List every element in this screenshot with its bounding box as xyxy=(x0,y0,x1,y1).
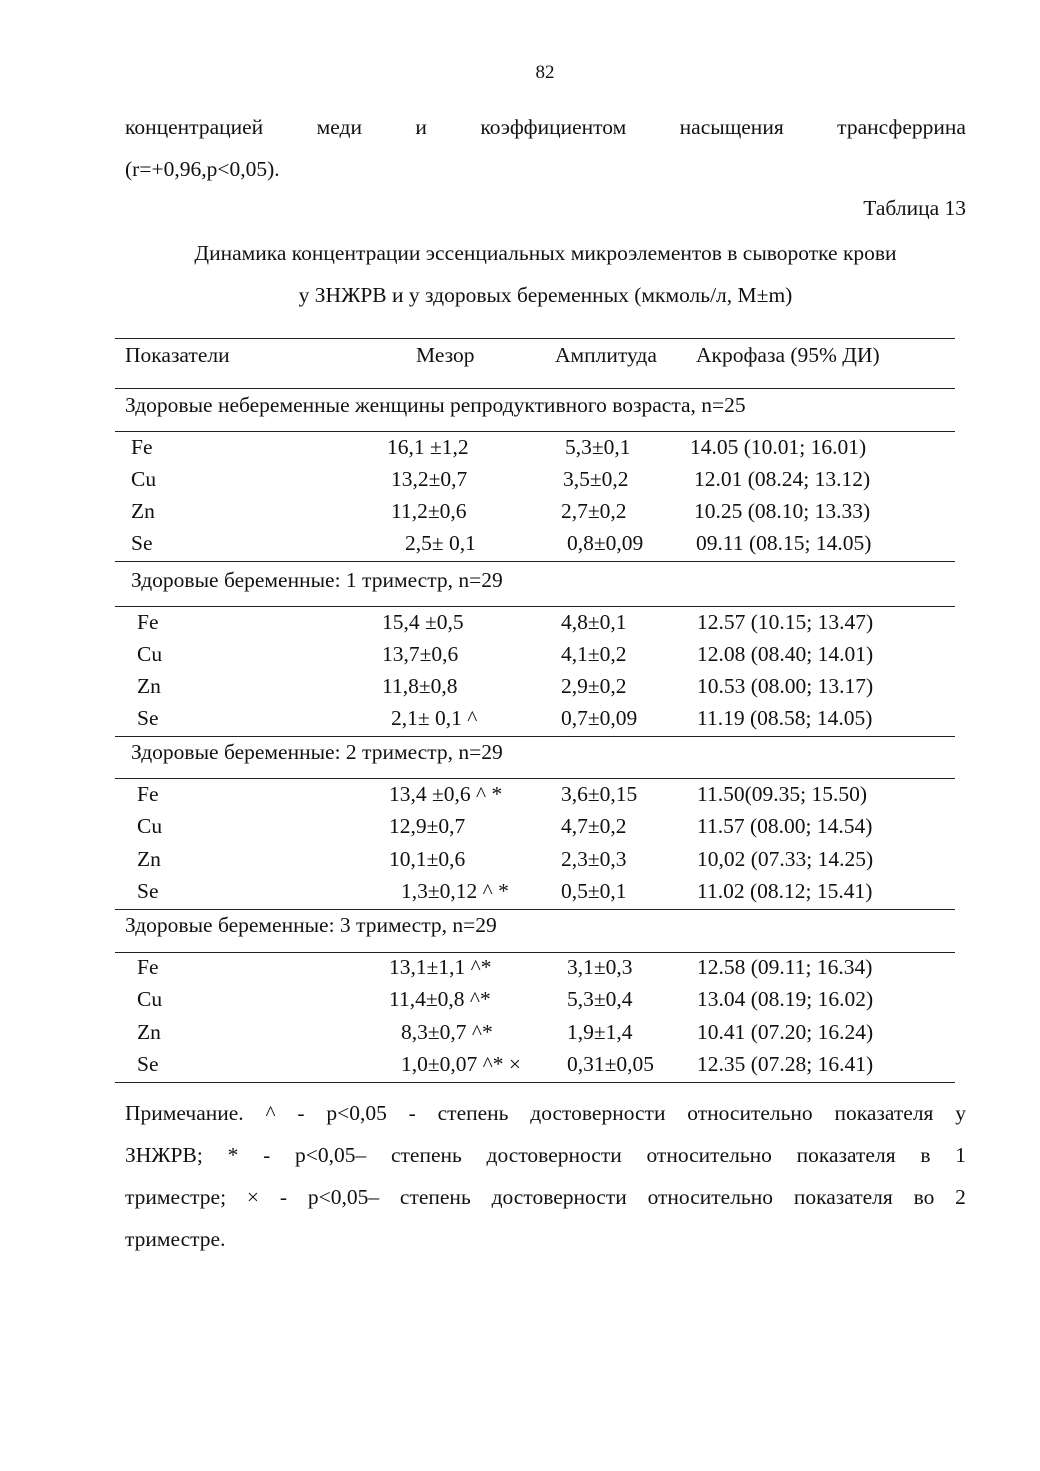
header-mesor: Мезор xyxy=(416,343,475,367)
note-line-3 xyxy=(125,1176,966,1218)
note-word: показателя xyxy=(834,1101,934,1125)
group-title: Здоровые беременные: 3 триместр, n=29 xyxy=(125,913,497,937)
note-word: степень xyxy=(399,1185,471,1209)
row-mesor: 11,4±0,8 ^* xyxy=(389,987,491,1011)
row-amplitude: 3,1±0,3 xyxy=(567,955,633,979)
intro-word: и xyxy=(415,115,427,139)
row-amplitude: 2,9±0,2 xyxy=(561,674,627,698)
row-amplitude: 1,9±1,4 xyxy=(567,1020,633,1044)
row-amplitude: 3,6±0,15 xyxy=(561,782,638,806)
row-acrophase: 11.57 (08.00; 14.54) xyxy=(697,814,873,838)
row-mesor: 11,2±0,6 xyxy=(391,499,467,523)
note-word: 2 xyxy=(955,1185,966,1209)
row-indicator: Se xyxy=(137,1052,159,1076)
row-acrophase: 13.04 (08.19; 16.02) xyxy=(697,987,874,1011)
table-label: Таблица 13 xyxy=(863,196,966,220)
note-word: - xyxy=(297,1101,305,1125)
row-amplitude: 4,1±0,2 xyxy=(561,642,627,666)
table-caption xyxy=(125,232,966,316)
row-amplitude: 4,8±0,1 xyxy=(561,610,627,634)
note-word: показателя xyxy=(796,1143,896,1167)
row-indicator: Fe xyxy=(137,610,159,634)
row-indicator: Cu xyxy=(131,467,157,491)
row-acrophase: 12.35 (07.28; 16.41) xyxy=(697,1052,874,1076)
note-word: p<0,05– xyxy=(307,1185,380,1209)
row-mesor: 16,1 ±1,2 xyxy=(387,435,469,459)
caption-line-1: Динамика концентрации эссенциальных микроэлементов в сыворотке крови xyxy=(194,241,897,265)
row-acrophase: 10.53 (08.00; 13.17) xyxy=(697,674,874,698)
row-mesor: 10,1±0,6 xyxy=(389,847,466,871)
row-acrophase: 14.05 (10.01; 16.01) xyxy=(690,435,867,459)
row-acrophase: 12.08 (08.40; 14.01) xyxy=(697,642,874,666)
note-line-2 xyxy=(125,1134,966,1176)
note-word: показателя xyxy=(793,1185,893,1209)
note-line-4: триместре. xyxy=(125,1227,226,1251)
row-mesor: 11,8±0,8 xyxy=(382,674,458,698)
row-acrophase: 11.02 (08.12; 15.41) xyxy=(697,879,873,903)
row-mesor: 13,2±0,7 xyxy=(391,467,468,491)
note-word: относительно xyxy=(687,1101,813,1125)
row-indicator: Zn xyxy=(131,499,155,523)
intro-word: коэффициентом xyxy=(480,115,627,139)
note-word: * xyxy=(227,1143,239,1167)
note-word: относительно xyxy=(646,1143,772,1167)
row-amplitude: 0,31±0,05 xyxy=(567,1052,655,1076)
row-acrophase: 11.19 (08.58; 14.05) xyxy=(697,706,873,730)
row-acrophase: 10,02 (07.33; 14.25) xyxy=(697,847,874,871)
row-mesor: 1,0±0,07 ^* × xyxy=(401,1052,522,1076)
note-word: - xyxy=(279,1185,288,1209)
table-rule xyxy=(115,1082,955,1083)
intro-word: концентрацией xyxy=(125,115,264,139)
note-line-1 xyxy=(125,1092,966,1134)
header-acrophase: Акрофаза (95% ДИ) xyxy=(696,343,880,367)
row-acrophase: 12.58 (09.11; 16.34) xyxy=(697,955,873,979)
row-mesor: 13,7±0,6 xyxy=(382,642,459,666)
row-indicator: Zn xyxy=(137,1020,161,1044)
note-word: p<0,05 xyxy=(326,1101,387,1125)
row-amplitude: 0,7±0,09 xyxy=(561,706,638,730)
note-word: степень xyxy=(390,1143,462,1167)
note-word: ^ xyxy=(265,1101,276,1125)
header-indicator: Показатели xyxy=(125,343,230,367)
row-indicator: Cu xyxy=(137,642,163,666)
intro-line-2: (r=+0,96,p<0,05). xyxy=(125,157,280,181)
note-word: достоверности xyxy=(486,1143,622,1167)
intro-word: насыщения xyxy=(679,115,784,139)
row-mesor: 8,3±0,7 ^* xyxy=(401,1020,493,1044)
note-word: ЗНЖРВ; xyxy=(125,1143,203,1167)
note-word: во xyxy=(913,1185,935,1209)
row-acrophase: 10.25 (08.10; 13.33) xyxy=(694,499,871,523)
row-indicator: Se xyxy=(131,531,153,555)
page-number: 82 xyxy=(535,62,555,83)
intro-word: трансферрина xyxy=(837,115,966,139)
row-indicator: Fe xyxy=(131,435,153,459)
row-acrophase: 12.57 (10.15; 13.47) xyxy=(697,610,874,634)
header-amplitude: Амплитуда xyxy=(555,343,657,367)
note-word: достоверности xyxy=(530,1101,666,1125)
row-amplitude: 0,8±0,09 xyxy=(567,531,644,555)
row-indicator: Zn xyxy=(137,847,161,871)
row-indicator: Se xyxy=(137,879,159,903)
row-mesor: 15,4 ±0,5 xyxy=(382,610,464,634)
row-acrophase: 09.11 (08.15; 14.05) xyxy=(696,531,872,555)
note-word: относительно xyxy=(647,1185,773,1209)
group-title: Здоровые беременные: 1 триместр, n=29 xyxy=(131,568,503,592)
row-amplitude: 3,5±0,2 xyxy=(563,467,629,491)
note-word: триместре; xyxy=(125,1185,227,1209)
caption-line-2: у ЗНЖРВ и у здоровых беременных (мкмоль/л, M±m) xyxy=(298,283,793,307)
table-rule xyxy=(115,561,955,562)
row-amplitude: 5,3±0,4 xyxy=(567,987,633,1011)
note-word: - xyxy=(408,1101,416,1125)
note-word: - xyxy=(263,1143,271,1167)
table-note xyxy=(125,1092,966,1260)
note-word: у xyxy=(955,1101,966,1125)
intro-word: меди xyxy=(316,115,362,139)
row-indicator: Cu xyxy=(137,987,163,1011)
row-acrophase: 11.50(09.35; 15.50) xyxy=(697,782,867,806)
row-indicator: Fe xyxy=(137,782,159,806)
note-word: 1 xyxy=(955,1143,966,1167)
note-word: × xyxy=(246,1185,260,1209)
row-indicator: Cu xyxy=(137,814,163,838)
row-acrophase: 12.01 (08.24; 13.12) xyxy=(694,467,871,491)
row-indicator: Fe xyxy=(137,955,159,979)
note-word: в xyxy=(920,1143,931,1167)
row-indicator: Se xyxy=(137,706,159,730)
row-amplitude: 2,7±0,2 xyxy=(561,499,627,523)
note-word: Примечание. xyxy=(125,1101,244,1125)
row-mesor: 2,1± 0,1 ^ xyxy=(391,706,478,730)
intro-line-1 xyxy=(125,106,966,148)
row-acrophase: 10.41 (07.20; 16.24) xyxy=(697,1020,874,1044)
row-amplitude: 0,5±0,1 xyxy=(561,879,627,903)
note-word: p<0,05– xyxy=(294,1143,367,1167)
group-title: Здоровые небеременные женщины репродуктивного возраста, n=25 xyxy=(125,393,746,417)
row-mesor: 12,9±0,7 xyxy=(389,814,466,838)
row-indicator: Zn xyxy=(137,674,161,698)
row-mesor: 13,4 ±0,6 ^ * xyxy=(389,782,503,806)
row-mesor: 1,3±0,12 ^ * xyxy=(401,879,509,903)
row-amplitude: 2,3±0,3 xyxy=(561,847,627,871)
note-word: достоверности xyxy=(491,1185,627,1209)
row-amplitude: 5,3±0,1 xyxy=(565,435,631,459)
row-amplitude: 4,7±0,2 xyxy=(561,814,627,838)
row-mesor: 13,1±1,1 ^* xyxy=(389,955,492,979)
group-title: Здоровые беременные: 2 триместр, n=29 xyxy=(131,740,503,764)
row-mesor: 2,5± 0,1 xyxy=(405,531,476,555)
intro-paragraph xyxy=(125,106,966,190)
note-word: степень xyxy=(437,1101,509,1125)
